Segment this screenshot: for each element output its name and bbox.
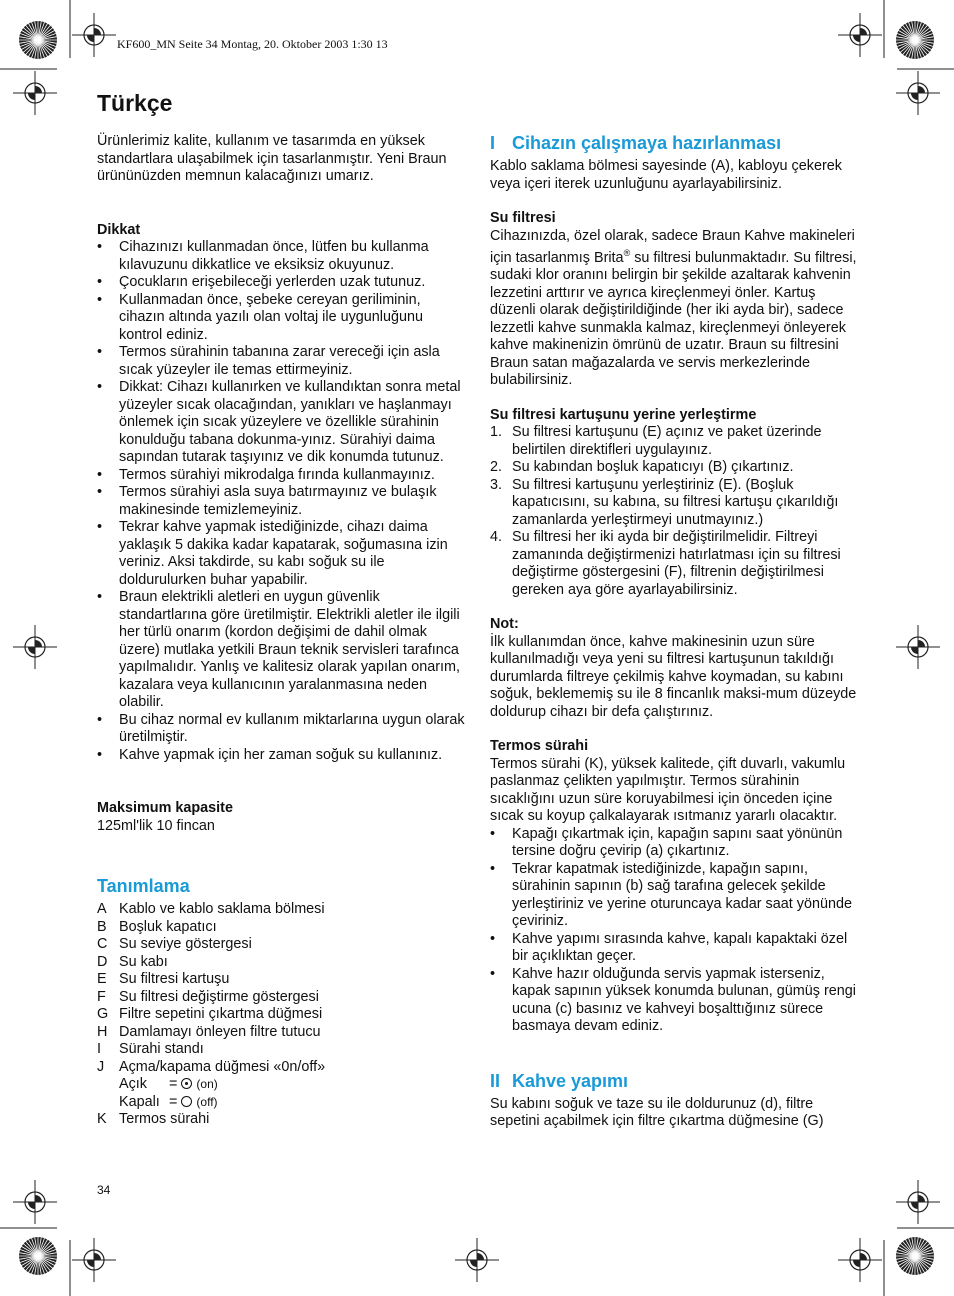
list-marker: • xyxy=(97,519,103,535)
page-number: 34 xyxy=(97,1183,111,1197)
dikkat-item xyxy=(97,747,467,765)
left-column xyxy=(97,133,467,1129)
list-item-text: Termos sürahinin tabanına zarar vereceği için asla sıcak yüzeyler ile temas ettirmeyiniz. xyxy=(119,344,440,378)
switch-states xyxy=(97,1076,467,1111)
equals-sign: = xyxy=(169,1093,178,1110)
power-on-icon xyxy=(181,1078,192,1089)
list-item-text: Kablo ve kablo saklama bölmesi xyxy=(119,901,325,917)
parts-list-item xyxy=(97,1059,467,1077)
list-marker: 4. xyxy=(490,529,503,546)
termos-item xyxy=(490,966,858,1036)
section2-title: Kahve yapımı xyxy=(512,1070,629,1091)
parts-list-item xyxy=(97,989,467,1007)
list-item-text: Kahve hazır olduğunda servis yapmak isterseniz, kapak sapının yüksek konumda bulunan, gümüş rengi ucuna (c) basınız ve kahveyi boşalttığınız sürece basmaya devam ediniz. xyxy=(512,965,856,1035)
termos-list xyxy=(490,826,858,1036)
part-key: K xyxy=(97,1111,107,1127)
list-marker: A xyxy=(97,901,107,917)
list-item-text: Kahve yapmak için her zaman soğuk su kullanınız. xyxy=(119,746,443,763)
parts-list-item xyxy=(97,1006,467,1024)
parts-list xyxy=(97,901,467,1076)
list-item-text: Dikkat: Cihazı kullanırken ve kullandıktan sonra metal yüzeyler sıcak olacağından, yanıkları ve haşlanmayı önlemek için sıcak yüzeylere ve özellikle sürahinin konulduğu tabana dokunma-yınız. Sürahiyi daima sapından tutarak taşıyınız ve dik konumda tutunuz. xyxy=(119,379,461,465)
termos-text: Termos sürahi (K), yüksek kalitede, çift duvarlı, vakumlu paslanmaz çelikten yapılmıştır. Termos sürahinin sıcaklığını uzun süre koruyabilmesi için önceden içine sıcak su koyup çalkalayarak ısıtmanız yararlı olacaktır. xyxy=(490,755,846,825)
list-marker: • xyxy=(97,484,103,500)
part-text: Termos sürahi xyxy=(119,1111,210,1127)
list-item-text: Su filtresi değiştirme göstergesi xyxy=(119,988,319,1005)
filtre-text xyxy=(490,228,858,390)
list-marker: • xyxy=(97,274,103,290)
list-item-text: Su kabı xyxy=(119,953,168,970)
list-item-text: Çocukların erişebileceği yerlerden uzak tutunuz. xyxy=(119,274,426,290)
switch-off-row xyxy=(119,1094,467,1112)
dikkat-item xyxy=(97,484,467,519)
parts-list-item xyxy=(97,936,467,954)
termos-item xyxy=(490,931,858,966)
list-marker: • xyxy=(97,746,103,763)
termos-item xyxy=(490,861,858,931)
list-marker: F xyxy=(97,988,106,1005)
list-marker: 3. xyxy=(490,476,503,493)
switch-on-row xyxy=(119,1076,467,1094)
list-item-text: Braun elektrikli aletleri en uygun güvenlik standartlarına göre üretilmiştir. Elektrikli aletler ile ilgili her türlü onarım (kordon değişimi de dahil olmak üzere) mutlaka yetkili Braun teknik servisleri tarafınca yapılmalıdır. Yanlış ve kalitesiz olarak yapılan onarım, kazalara veya kullanıcının yaralanmasına neden olabilir. xyxy=(119,589,461,710)
list-item-text: Bu cihaz normal ev kullanım miktarlarına uygun olarak üretilmiştir. xyxy=(119,711,465,745)
parts-list-item xyxy=(97,919,467,937)
filtre-heading: Su filtresi xyxy=(490,210,556,226)
section1-number: I xyxy=(490,133,496,153)
list-item-text: Cihazınızı kullanmadan önce, lütfen bu kullanma kılavuzunu dikkatlice ve eksiksiz okuyunuz. xyxy=(119,239,429,273)
dikkat-item xyxy=(97,467,467,485)
print-slug: KF600_MN Seite 34 Montag, 20. Oktober 2003 1:30 13 xyxy=(117,37,388,51)
kartus-steps xyxy=(490,424,858,599)
kartus-step xyxy=(490,477,858,530)
dikkat-item xyxy=(97,274,467,292)
list-item-text: Sürahi standı xyxy=(119,1041,204,1057)
on-label: Açık xyxy=(119,1076,147,1092)
on-note: (on) xyxy=(196,1077,218,1091)
section2-text: Su kabını soğuk ve taze su ile doldurunuz (d), filtre sepetini açabilmek için filtre çıkartma düğmesine (G) xyxy=(490,1095,824,1130)
kapasite-text: 125ml'lik 10 fincan xyxy=(97,817,215,834)
list-item-text: Su kabından boşluk kapatıcıyı (B) çıkartınız. xyxy=(512,459,794,476)
dikkat-item xyxy=(97,712,467,747)
list-item-text: Kullanmadan önce, şebeke cereyan geriliminin, cihazın altında yazılı olan voltaj ile uygunluğunu kontrol ediniz. xyxy=(119,291,424,343)
section2-number: II xyxy=(490,1070,501,1091)
list-marker: • xyxy=(97,379,103,395)
list-marker: 1. xyxy=(490,424,503,441)
kartus-step xyxy=(490,424,858,459)
list-item-text: Damlamayı önleyen filtre tutucu xyxy=(119,1023,321,1040)
list-marker: 2. xyxy=(490,459,503,476)
list-marker: • xyxy=(490,930,496,947)
list-item-text: Termos sürahiyi asla suya batırmayınız ve bulaşık makinesinde temizlemeyiniz. xyxy=(119,484,437,518)
off-note: (off) xyxy=(196,1094,218,1109)
list-item-text: Tekrar kahve yapmak istediğinizde, cihazı daima yaklaşık 5 dakika kadar kapatarak, soğumasına izin veriniz. Aksi takdirde, su kabı soğuk su ile doldurulurken buhar yapabilir. xyxy=(119,519,448,588)
parts-list-item xyxy=(97,971,467,989)
dikkat-item xyxy=(97,589,467,712)
off-label: Kapalı xyxy=(119,1093,160,1110)
list-item-text: Kahve yapımı sırasında kahve, kapalı kapaktaki özel bir açıklıktan geçer. xyxy=(512,930,848,965)
power-off-icon xyxy=(181,1096,192,1107)
section1-title: Cihazın çalışmaya hazırlanması xyxy=(512,133,782,153)
list-item-text: Su filtresi kartuşu xyxy=(119,971,230,987)
list-marker: • xyxy=(97,239,103,255)
dikkat-heading: Dikkat xyxy=(97,221,141,238)
parts-list-item xyxy=(97,1024,467,1042)
list-marker: I xyxy=(97,1041,101,1057)
list-item-text: Boşluk kapatıcı xyxy=(119,918,217,935)
list-marker: • xyxy=(97,291,103,308)
dikkat-item xyxy=(97,519,467,589)
list-marker: • xyxy=(490,860,496,877)
dikkat-item xyxy=(97,344,467,379)
filtre-text-b: su filtresi bulunmaktadır. Su filtresi, sudaki klor oranını belirgin bir şekilde azaltarak kahvenin lezzetini arttırır ve ayrıca kireçlenmeyi önler. Kartuş düzenli olarak değiştirildiğinde (her iki ayda bir), sadece lezzetli kahve sunmakla kalmaz, kireçlenmeyi önleyerek kahve makinenizin ömrünü de uzatır. Braun su filtresini Braun satan mağazalarda ve servis merkezlerinde bulabilirsiniz. xyxy=(490,249,857,389)
section1-text: Kablo saklama bölmesi sayesinde (A), kabloyu çekerek veya içeri iterek uzunluğunu ayarlayabilirsiniz. xyxy=(490,158,842,192)
kartus-step xyxy=(490,459,858,477)
dikkat-list xyxy=(97,239,467,764)
section1-heading xyxy=(490,132,858,154)
list-marker: B xyxy=(97,918,107,935)
parts-list-item xyxy=(97,1111,467,1129)
list-marker: G xyxy=(97,1006,109,1022)
list-marker: • xyxy=(490,965,496,982)
not-heading: Not: xyxy=(490,616,519,633)
list-marker: • xyxy=(97,344,103,360)
dikkat-item xyxy=(97,239,467,274)
kartus-step xyxy=(490,529,858,599)
list-item-text: Kapağı çıkartmak için, kapağın sapını saat yönünün tersine doğru çevirip (a) çıkartınız. xyxy=(512,825,843,860)
list-marker: H xyxy=(97,1023,108,1040)
equals-sign: = xyxy=(169,1076,178,1092)
termos-heading: Termos sürahi xyxy=(490,738,589,755)
list-item-text: Su filtresi her iki ayda bir değiştirilmelidir. Filtreyi zamanında değiştirmenizi hatırlatması için su filtresi değiştirme göstergesini (F), filtrenin değiştirilmesi gereken aya göre ayarlayabilirsiniz. xyxy=(512,529,841,598)
list-item-text: Termos sürahiyi mikrodalga fırında kullanmayınız. xyxy=(119,466,435,483)
list-item-text: Açma/kapama düğmesi «0n/off» xyxy=(119,1058,326,1075)
list-item-text: Su filtresi kartuşunu yerleştiriniz (E). (Boşluk kapatıcısını, su kabına, su filtresi kartuşu çıkarıldığı zamanlarda yerleştirmeyi unutmayınız.) xyxy=(512,476,839,528)
list-item-text: Su filtresi kartuşunu (E) açınız ve paket üzerinde belirtilen direktifleri uygulayınız. xyxy=(512,424,822,458)
termos-item xyxy=(490,826,858,861)
list-marker: • xyxy=(97,711,103,728)
dikkat-item xyxy=(97,379,467,467)
tanimlama-heading: Tanımlama xyxy=(97,876,190,896)
list-item-text: Tekrar kapatmak istediğinizde, kapağın sapını, sürahinin sapının (b) sağ tarafına gelecek şekilde yerleştiriniz ve yerine oturuncaya kadar saat yönünde çeviriniz. xyxy=(512,860,852,930)
list-marker: • xyxy=(490,825,496,842)
parts-list-item xyxy=(97,901,467,919)
not-text: İlk kullanımdan önce, kahve makinesinin uzun süre kullanılmadığı veya yeni su filtresi kartuşunun takıldığı durumlarda filtreye çekilmiş kahve koymadan, su kabını soğuk, beklememiş su ile 8 fincanlık maksi-mum düzeyde doldurup cihazı bir defa çalıştırınız. xyxy=(490,633,857,720)
list-marker: • xyxy=(97,589,103,605)
page-title: Türkçe xyxy=(97,90,173,116)
dikkat-item xyxy=(97,292,467,345)
registered-mark: ® xyxy=(623,248,631,258)
list-marker: J xyxy=(97,1058,105,1075)
list-marker: C xyxy=(97,936,108,952)
intro-text: Ürünlerimiz kalite, kullanım ve tasarımda en yüksek standartlara ulaşabilmek için tasarlanmıştır. Yeni Braun ürününüzden memnun kalacağınızı umarız. xyxy=(97,133,447,184)
list-item-text: Filtre sepetini çıkartma düğmesi xyxy=(119,1006,323,1022)
parts-list-item xyxy=(97,1041,467,1059)
right-column xyxy=(490,132,858,1131)
filtre-text-a: Cihazınızda, özel olarak, sadece Braun Kahve makineleri için tasarlanmış Brita xyxy=(490,227,855,266)
list-marker: E xyxy=(97,971,107,987)
kartus-heading: Su filtresi kartuşunu yerine yerleştirme xyxy=(490,406,757,423)
list-marker: D xyxy=(97,953,108,970)
list-item-text: Su seviye göstergesi xyxy=(119,936,252,952)
section2-heading xyxy=(490,1070,858,1092)
parts-list-item xyxy=(97,954,467,972)
kapasite-heading: Maksimum kapasite xyxy=(97,800,233,816)
list-marker: • xyxy=(97,466,103,483)
